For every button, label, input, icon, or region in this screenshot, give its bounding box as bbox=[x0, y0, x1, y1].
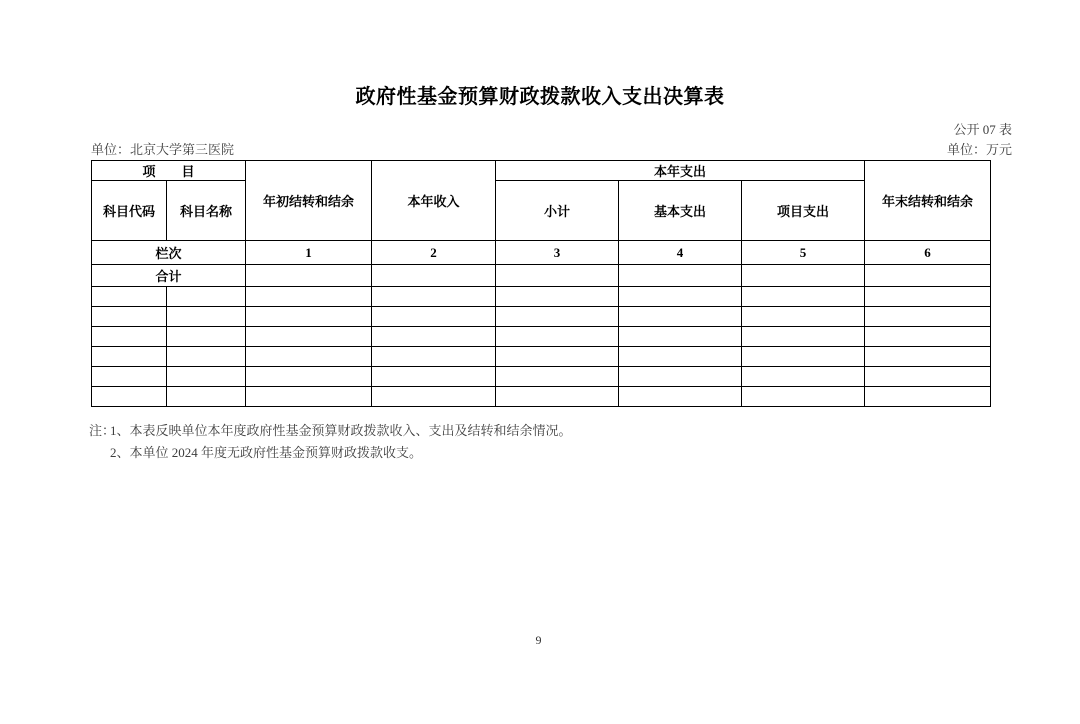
empty-cell bbox=[619, 387, 742, 407]
empty-cell bbox=[372, 367, 496, 387]
empty-cell bbox=[167, 327, 246, 347]
empty-cell bbox=[246, 387, 372, 407]
table-body bbox=[92, 265, 991, 407]
empty-cell bbox=[92, 347, 167, 367]
column-index: 2 bbox=[372, 241, 496, 265]
empty-cell bbox=[92, 287, 167, 307]
empty-cell bbox=[246, 287, 372, 307]
column-index: 4 bbox=[619, 241, 742, 265]
header-begin-balance: 年初结转和结余 bbox=[246, 161, 372, 241]
header-year-expense-group: 本年支出 bbox=[496, 161, 865, 181]
footnote-text: 1、本表反映单位本年度政府性基金预算财政拨款收入、支出及结转和结余情况。 bbox=[110, 423, 572, 438]
empty-cell bbox=[372, 387, 496, 407]
footnote-line-2 bbox=[89, 442, 1020, 464]
total-cell bbox=[619, 265, 742, 287]
header-year-income: 本年收入 bbox=[372, 161, 496, 241]
column-index: 6 bbox=[865, 241, 991, 265]
empty-cell bbox=[92, 327, 167, 347]
total-cell bbox=[865, 265, 991, 287]
total-cell bbox=[246, 265, 372, 287]
empty-cell bbox=[742, 387, 865, 407]
empty-cell bbox=[742, 287, 865, 307]
column-index: 5 bbox=[742, 241, 865, 265]
page-title: 政府性基金预算财政拨款收入支出决算表 bbox=[355, 86, 725, 108]
empty-cell bbox=[619, 367, 742, 387]
empty-cell bbox=[496, 327, 619, 347]
unit-name-label: 单位：北京大学第三医院 bbox=[91, 142, 235, 157]
empty-cell bbox=[92, 307, 167, 327]
unit-measure-label: 单位：万元 bbox=[946, 142, 1012, 157]
budget-table bbox=[91, 160, 991, 407]
total-row-label: 合计 bbox=[92, 265, 246, 287]
header-subject-name: 科目名称 bbox=[167, 181, 246, 241]
total-cell bbox=[496, 265, 619, 287]
footnote-prefix: 注： bbox=[89, 423, 116, 438]
column-index-row bbox=[92, 241, 991, 265]
header-item-group: 项 目 bbox=[92, 161, 246, 181]
empty-cell bbox=[865, 327, 991, 347]
total-row bbox=[92, 265, 991, 287]
header-row-subcolumns bbox=[92, 181, 991, 241]
empty-data-row bbox=[92, 367, 991, 387]
empty-cell bbox=[496, 387, 619, 407]
empty-cell bbox=[92, 367, 167, 387]
empty-cell bbox=[865, 307, 991, 327]
empty-data-row bbox=[92, 387, 991, 407]
header-row-groups bbox=[92, 161, 991, 181]
empty-cell bbox=[246, 307, 372, 327]
empty-cell bbox=[742, 307, 865, 327]
empty-cell bbox=[246, 367, 372, 387]
page-number: 9 bbox=[535, 633, 542, 647]
empty-cell bbox=[496, 307, 619, 327]
empty-cell bbox=[496, 347, 619, 367]
total-cell bbox=[372, 265, 496, 287]
column-index: 1 bbox=[246, 241, 372, 265]
empty-cell bbox=[92, 387, 167, 407]
empty-cell bbox=[372, 307, 496, 327]
header-subject-code: 科目代码 bbox=[92, 181, 167, 241]
empty-cell bbox=[742, 367, 865, 387]
empty-cell bbox=[167, 307, 246, 327]
index-row-label: 栏次 bbox=[92, 241, 246, 265]
empty-cell bbox=[865, 387, 991, 407]
empty-cell bbox=[167, 387, 246, 407]
empty-data-row bbox=[92, 347, 991, 367]
empty-cell bbox=[167, 287, 246, 307]
empty-cell bbox=[742, 347, 865, 367]
empty-cell bbox=[372, 287, 496, 307]
column-index: 3 bbox=[496, 241, 619, 265]
empty-cell bbox=[865, 367, 991, 387]
empty-cell bbox=[619, 327, 742, 347]
footnotes bbox=[89, 420, 1020, 464]
empty-data-row bbox=[92, 307, 991, 327]
empty-cell bbox=[246, 327, 372, 347]
empty-cell bbox=[372, 327, 496, 347]
empty-cell bbox=[246, 347, 372, 367]
empty-cell bbox=[496, 287, 619, 307]
footnote-line-1 bbox=[89, 420, 1020, 442]
empty-cell bbox=[865, 287, 991, 307]
unit-row bbox=[91, 139, 1012, 158]
empty-data-row bbox=[92, 327, 991, 347]
empty-cell bbox=[167, 347, 246, 367]
header-subtotal: 小计 bbox=[496, 181, 619, 241]
header-project-expense: 项目支出 bbox=[742, 181, 865, 241]
footnote-indent bbox=[89, 442, 110, 464]
empty-cell bbox=[619, 287, 742, 307]
empty-cell bbox=[619, 347, 742, 367]
header-basic-expense: 基本支出 bbox=[619, 181, 742, 241]
empty-cell bbox=[496, 367, 619, 387]
total-cell bbox=[742, 265, 865, 287]
empty-data-row bbox=[92, 287, 991, 307]
empty-cell bbox=[865, 347, 991, 367]
empty-cell bbox=[167, 367, 246, 387]
header-end-balance: 年末结转和结余 bbox=[865, 161, 991, 241]
empty-cell bbox=[372, 347, 496, 367]
footnote-text: 2、本单位 2024 年度无政府性基金预算财政拨款收支。 bbox=[110, 445, 423, 460]
empty-cell bbox=[742, 327, 865, 347]
table-code-label: 公开 07 表 bbox=[953, 122, 1012, 137]
empty-cell bbox=[619, 307, 742, 327]
